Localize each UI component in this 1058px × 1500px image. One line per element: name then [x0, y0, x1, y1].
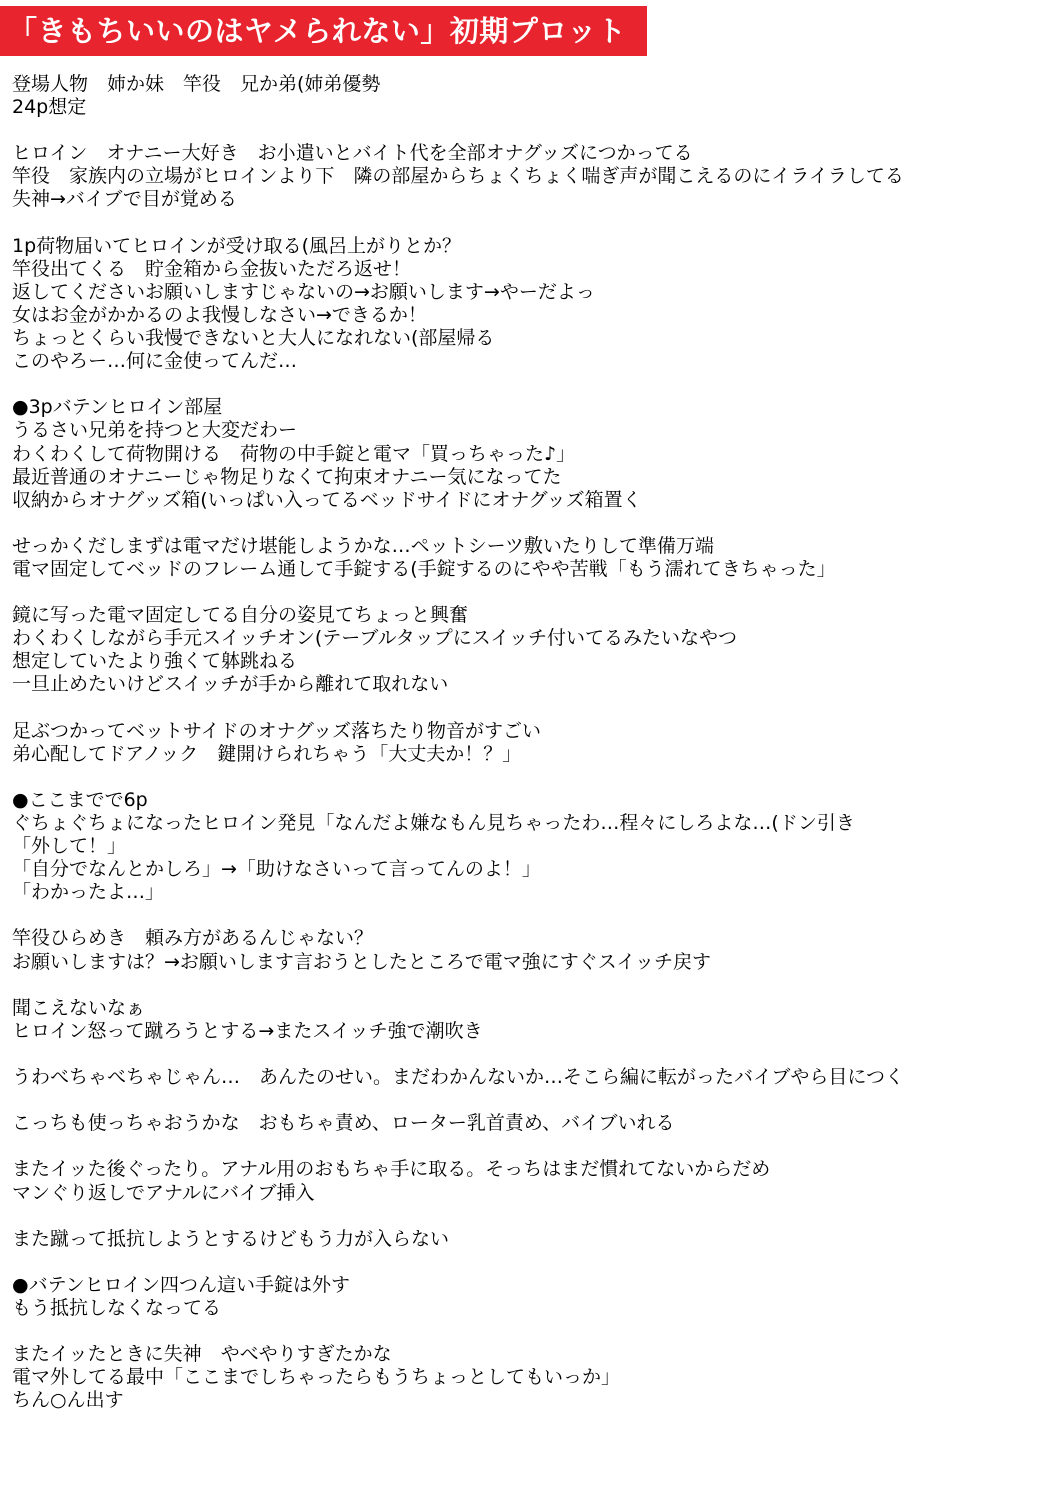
plot-line: 想定していたより強くて躰跳ねる [12, 650, 298, 673]
plot-line: 24p想定 [12, 96, 87, 119]
plot-line: またイッたときに失神 やべやりすぎたかな [12, 1343, 392, 1366]
plot-line: 最近普通のオナニーじゃ物足りなくて拘束オナニー気になってた [12, 465, 562, 488]
blank-line [12, 212, 1052, 235]
plot-line: 足ぶつかってベットサイドのオナグッズ落ちたり物音がすごい [12, 719, 541, 742]
plot-line: 鏡に写った電マ固定してる自分の姿見てちょっと興奮 [12, 604, 469, 627]
plot-line: もう抵抗しなくなってる [12, 1296, 222, 1319]
plot-line: ●3pバテンヒロイン部屋 [12, 396, 223, 419]
plot-line: 竿役ひらめき 頼み方があるんじゃない？ [12, 927, 374, 950]
plot-line: このやろー…何に金使ってんだ… [12, 350, 298, 373]
plot-line: 返してくださいお願いしますじゃないの→お願いします→やーだよっ [12, 280, 595, 303]
plot-line: 竿役 家族内の立場がヒロインより下 隣の部屋からちょくちょく喘ぎ声が聞こえるのにイライラしてる [12, 165, 904, 188]
plot-line: ぐちょぐちょになったヒロイン発見「なんだよ嫌なもん見ちゃったわ…程々にしろよな…(ドン引き [12, 812, 855, 834]
plot-line: ヒロイン怒って蹴ろうとする→またスイッチ強で潮吹き [12, 1019, 483, 1042]
plot-line: 「自分でなんとかしろ」→「助けなさいって言ってんのよ！」 [12, 858, 541, 881]
plot-line: 女はお金がかかるのよ我慢しなさい→できるか！ [12, 303, 427, 326]
blank-line [12, 974, 1052, 997]
plot-line: また蹴って抵抗しようとするけどもう力が入らない [12, 1227, 450, 1250]
plot-line: うるさい兄弟を持つと大変だわー [12, 419, 298, 442]
plot-line: わくわくして荷物開ける 荷物の中手錠と電マ「買っちゃった♪」 [12, 442, 576, 465]
plot-line: うわべちゃべちゃじゃん… あんたのせい。まだわかんないか…そこら編に転がったバイブやら目につく [12, 1066, 905, 1089]
blank-line [12, 766, 1052, 789]
plot-line: 竿役出てくる 貯金箱から金抜いただろ返せ！ [12, 257, 412, 280]
plot-line: ●バテンヒロイン四つん這い手錠は外す [12, 1273, 351, 1296]
plot-line: 失神→バイブで目が覚める [12, 188, 237, 211]
plot-line: 登場人物 姉か妹 竿役 兄か弟(姉弟優勢 [12, 73, 381, 95]
plot-line: ●ここまでで6p [12, 788, 148, 811]
plot-line: またイッた後ぐったり。アナル用のおもちゃ手に取る。そっちはまだ慣れてないからだめ [12, 1158, 771, 1181]
blank-line [12, 697, 1052, 720]
plot-line: 「外して！」 [12, 835, 127, 858]
blank-line [12, 1205, 1052, 1228]
plot-line: 一旦止めたいけどスイッチが手から離れて取れない [12, 673, 449, 696]
plot-line: 弟心配してドアノック 鍵開けられちゃう「大丈夫か！？」 [12, 742, 522, 765]
plot-line: わくわくしながら手元スイッチオン(テーブルタップにスイッチ付いてるみたいなやつ [12, 627, 738, 650]
plot-line: ヒロイン オナニー大好き お小遣いとバイト代を全部オナグッズにつかってる [12, 142, 693, 165]
plot-line: せっかくだしまずは電マだけ堪能しようかな…ペットシーツ敷いたりして準備万端 [12, 534, 714, 557]
blank-line [12, 1135, 1052, 1158]
page-title: 「きもちいいのはヤメられない」初期プロット [0, 6, 647, 56]
plot-line: ちょっとくらい我慢できないと大人になれない(部屋帰る [12, 327, 495, 350]
blank-line [12, 1043, 1052, 1066]
plot-line: 収納からオナグッズ箱(いっぱい入ってるベッドサイドにオナグッズ箱置く [12, 488, 642, 511]
blank-line [12, 581, 1052, 604]
blank-line [12, 1320, 1052, 1343]
plot-line: 「わかったよ…」 [12, 881, 165, 904]
plot-line: こっちも使っちゃおうかな おもちゃ責め、ローター乳首責め、バイブいれる [12, 1112, 675, 1135]
blank-line [12, 1251, 1052, 1274]
plot-line: マンぐり返しでアナルにバイブ挿入 [12, 1181, 315, 1204]
plot-line: 電マ固定してベッドのフレーム通して手錠する(手錠するのにやや苦戦「もう濡れてきちゃった」 [12, 557, 836, 580]
blank-line [12, 1089, 1052, 1112]
plot-line: ちん○ん出す [12, 1389, 124, 1412]
blank-line [12, 512, 1052, 535]
blank-line [12, 373, 1052, 396]
plot-text [12, 73, 1052, 1412]
plot-line: 1p荷物届いてヒロインが受け取る(風呂上がりとか？ [12, 234, 461, 257]
blank-line [12, 119, 1052, 142]
plot-line: 電マ外してる最中「ここまでしちゃったらもうちょっとしてもいっか」 [12, 1366, 621, 1389]
plot-line: 聞こえないなぁ [12, 996, 146, 1019]
blank-line [12, 904, 1052, 927]
plot-line: お願いしますは？→お願いします言おうとしたところで電マ強にすぐスイッチ戻す [12, 950, 711, 973]
